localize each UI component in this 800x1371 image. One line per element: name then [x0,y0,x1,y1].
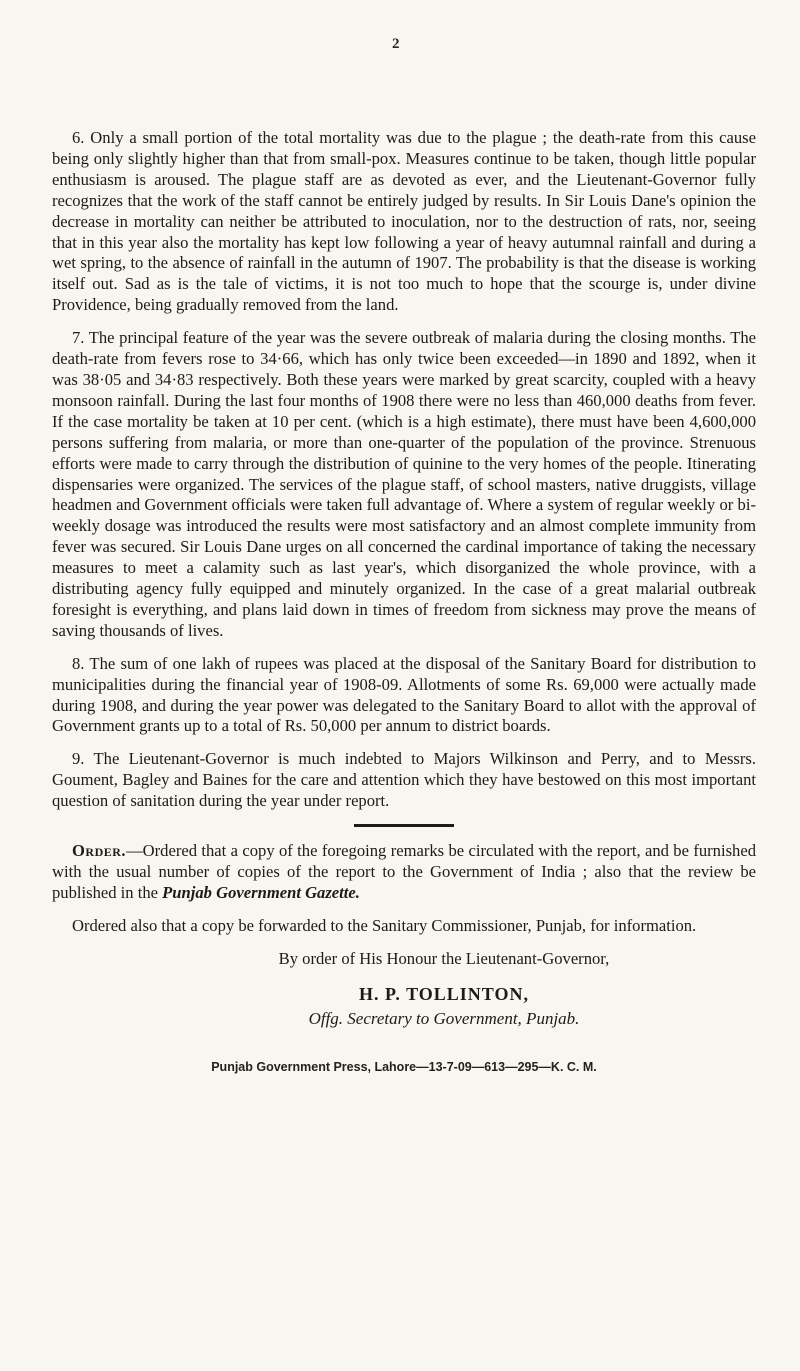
paragraph-6: 6. Only a small portion of the total mortality was due to the plague ; the death-rate from this cause being only slightly higher than that from small-pox. Measures continue to be taken, though little popular enthusiasm is aroused. The plague staff are as devoted as ever, and the Lieutenant-Governor fully recognizes that the work of the staff cannot be entirely judged by results. In Sir Louis Dane's opinion the decrease in mortality can neither be attributed to inoculation, nor to the destruction of rats, nor, seeing that in this year also the mortality has kept low following a year of heavy autumnal rainfall and during a wet spring, to the absence of rainfall in the autumn of 1907. The probability is that the disease is working itself out. Sad as is the tale of victims, it is not too much to hope that the scourge is, under divine Providence, being gradually removed from the land. [52,128,756,315]
paragraph-9: 9. The Lieutenant-Governor is much indebted to Majors Wilkinson and Perry, and to Messrs. Goument, Bagley and Baines for the care and attention which they have bestowed on this most important question of sanitation during the year under report. [52,749,756,811]
gazette-name: Punjab Government Gazette. [162,882,360,902]
order-label: Order. [72,841,127,861]
signatory-designation: Offg. Secretary to Government, Punjab. [308,1008,580,1028]
order-text: —Ordered that a copy of the foregoing remarks be circulated with the report, and be furnished with the usual number of copies of the report to the Government of India ; also that the review be published in the [52,841,756,902]
by-order-line: By order of His Honour the Lieutenant-Governor, [278,948,610,968]
page-number: 2 [392,36,400,52]
order-paragraph [52,841,756,904]
order-second-paragraph: Ordered also that a copy be forwarded to the Sanitary Commissioner, Punjab, for information. [72,915,697,935]
press-imprint: Punjab Government Press, Lahore—13-7-09—613—295—K. C. M. [211,1060,597,1075]
paragraph-7: 7. The principal feature of the year was the severe outbreak of malaria during the closing months. The death-rate from fevers rose to 34·66, which has only twice been exceeded—in 1890 and 1892, when it was 38·05 and 34·83 respectively. Both these years were marked by great scarcity, coupled with a heavy monsoon rainfall. During the last four months of 1908 there were no less than 460,000 deaths from fever. If the case mortality be taken at 10 per cent. (which is a high estimate), there must have been 4,600,000 persons suffering from malaria, or more than one-quarter of the population of the province. Strenuous efforts were made to carry through the distribution of quinine to the very homes of the people. Itinerating dispensaries were organized. The services of the plague staff, of school masters, native druggists, village headmen and Government officials were taken full advantage of. Where a system of regular weekly or bi-weekly dosage was introduced the results were most satisfactory and an almost complete immunity from fever was secured. Sir Louis Dane urges on all concerned the cardinal importance of taking the necessary measures to meet a calamity such as last year's, which disorganized the whole province, with a distributing agency fully equipped and minutely organized. In the case of a great malarial outbreak foresight is everything, and plans laid down in times of freedom from sickness may prove the means of saving thousands of lives. [52,328,756,640]
section-divider [354,824,454,827]
document-body [52,128,756,1078]
signatory-name: H. P. TOLLINTON, [359,983,529,1004]
paragraph-8: 8. The sum of one lakh of rupees was placed at the disposal of the Sanitary Board for distribution to municipalities during the financial year of 1908-09. Allotments of some Rs. 69,000 were actually made during 1908, and during the year power was delegated to the Sanitary Board to allot with the approval of Government grants up to a total of Rs. 50,000 per annum to district boards. [52,653,756,736]
